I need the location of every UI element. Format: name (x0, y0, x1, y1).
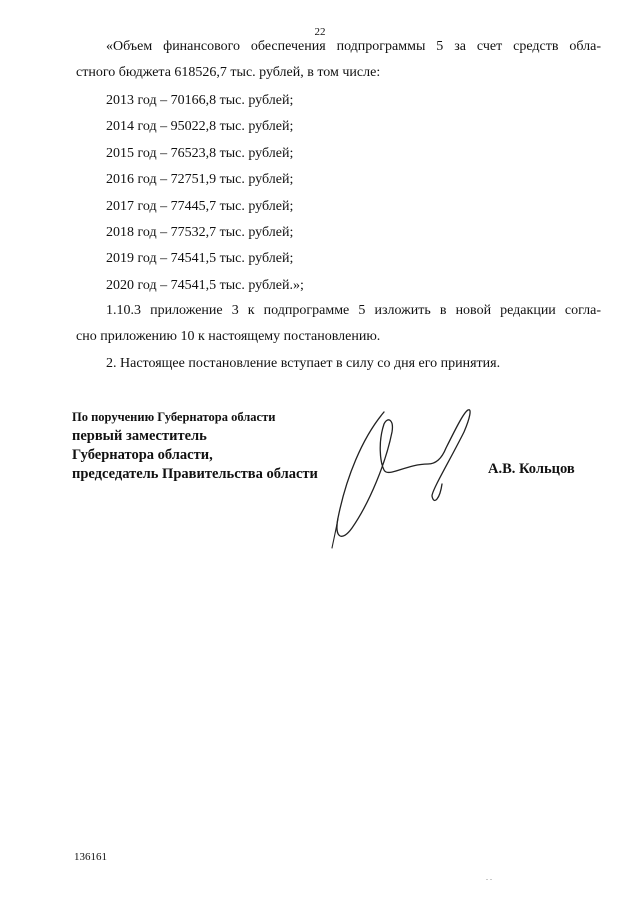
page-number: 22 (314, 26, 326, 38)
paragraph-appendix-line2: сно приложению 10 к настоящему постановлению. (76, 329, 381, 344)
paragraph-volume-line1: «Объем финансового обеспечения подпрограммы 5 за счет средств обла- (106, 39, 601, 54)
scan-artifact: . . (486, 873, 492, 882)
budget-year-2020: 2020 год – 74541,5 тыс. рублей.»; (106, 278, 304, 293)
budget-year-2017: 2017 год – 77445,7 тыс. рублей; (106, 199, 294, 214)
signatory-line4: председатель Правительства области (72, 466, 318, 482)
budget-year-2018: 2018 год – 77532,7 тыс. рублей; (106, 225, 294, 240)
signatory-block (72, 408, 318, 484)
signatory-line1: По поручению Губернатора области (72, 410, 276, 424)
paragraph-appendix (76, 298, 601, 350)
document-code: 136161 (74, 851, 107, 863)
signatory-name: А.В. Кольцов (488, 461, 575, 477)
signatory-line3: Губернатора области, (72, 447, 213, 463)
paragraph-appendix-line1: 1.10.3 приложение 3 к подпрограмме 5 изложить в новой редакции согла- (106, 303, 601, 318)
budget-year-2016: 2016 год – 72751,9 тыс. рублей; (106, 172, 294, 187)
budget-year-2015: 2015 год – 76523,8 тыс. рублей; (106, 146, 294, 161)
signatory-line2: первый заместитель (72, 428, 207, 444)
budget-year-2013: 2013 год – 70166,8 тыс. рублей; (106, 93, 294, 108)
budget-year-2019: 2019 год – 74541,5 тыс. рублей; (106, 251, 294, 266)
paragraph-volume (76, 34, 601, 86)
budget-year-2014: 2014 год – 95022,8 тыс. рублей; (106, 119, 294, 134)
paragraph-effective-text: 2. Настоящее постановление вступает в силу со дня его принятия. (106, 356, 501, 371)
paragraph-effective (76, 351, 601, 377)
handwritten-signature (322, 398, 482, 558)
paragraph-volume-line2: стного бюджета 618526,7 тыс. рублей, в том числе: (76, 65, 381, 80)
